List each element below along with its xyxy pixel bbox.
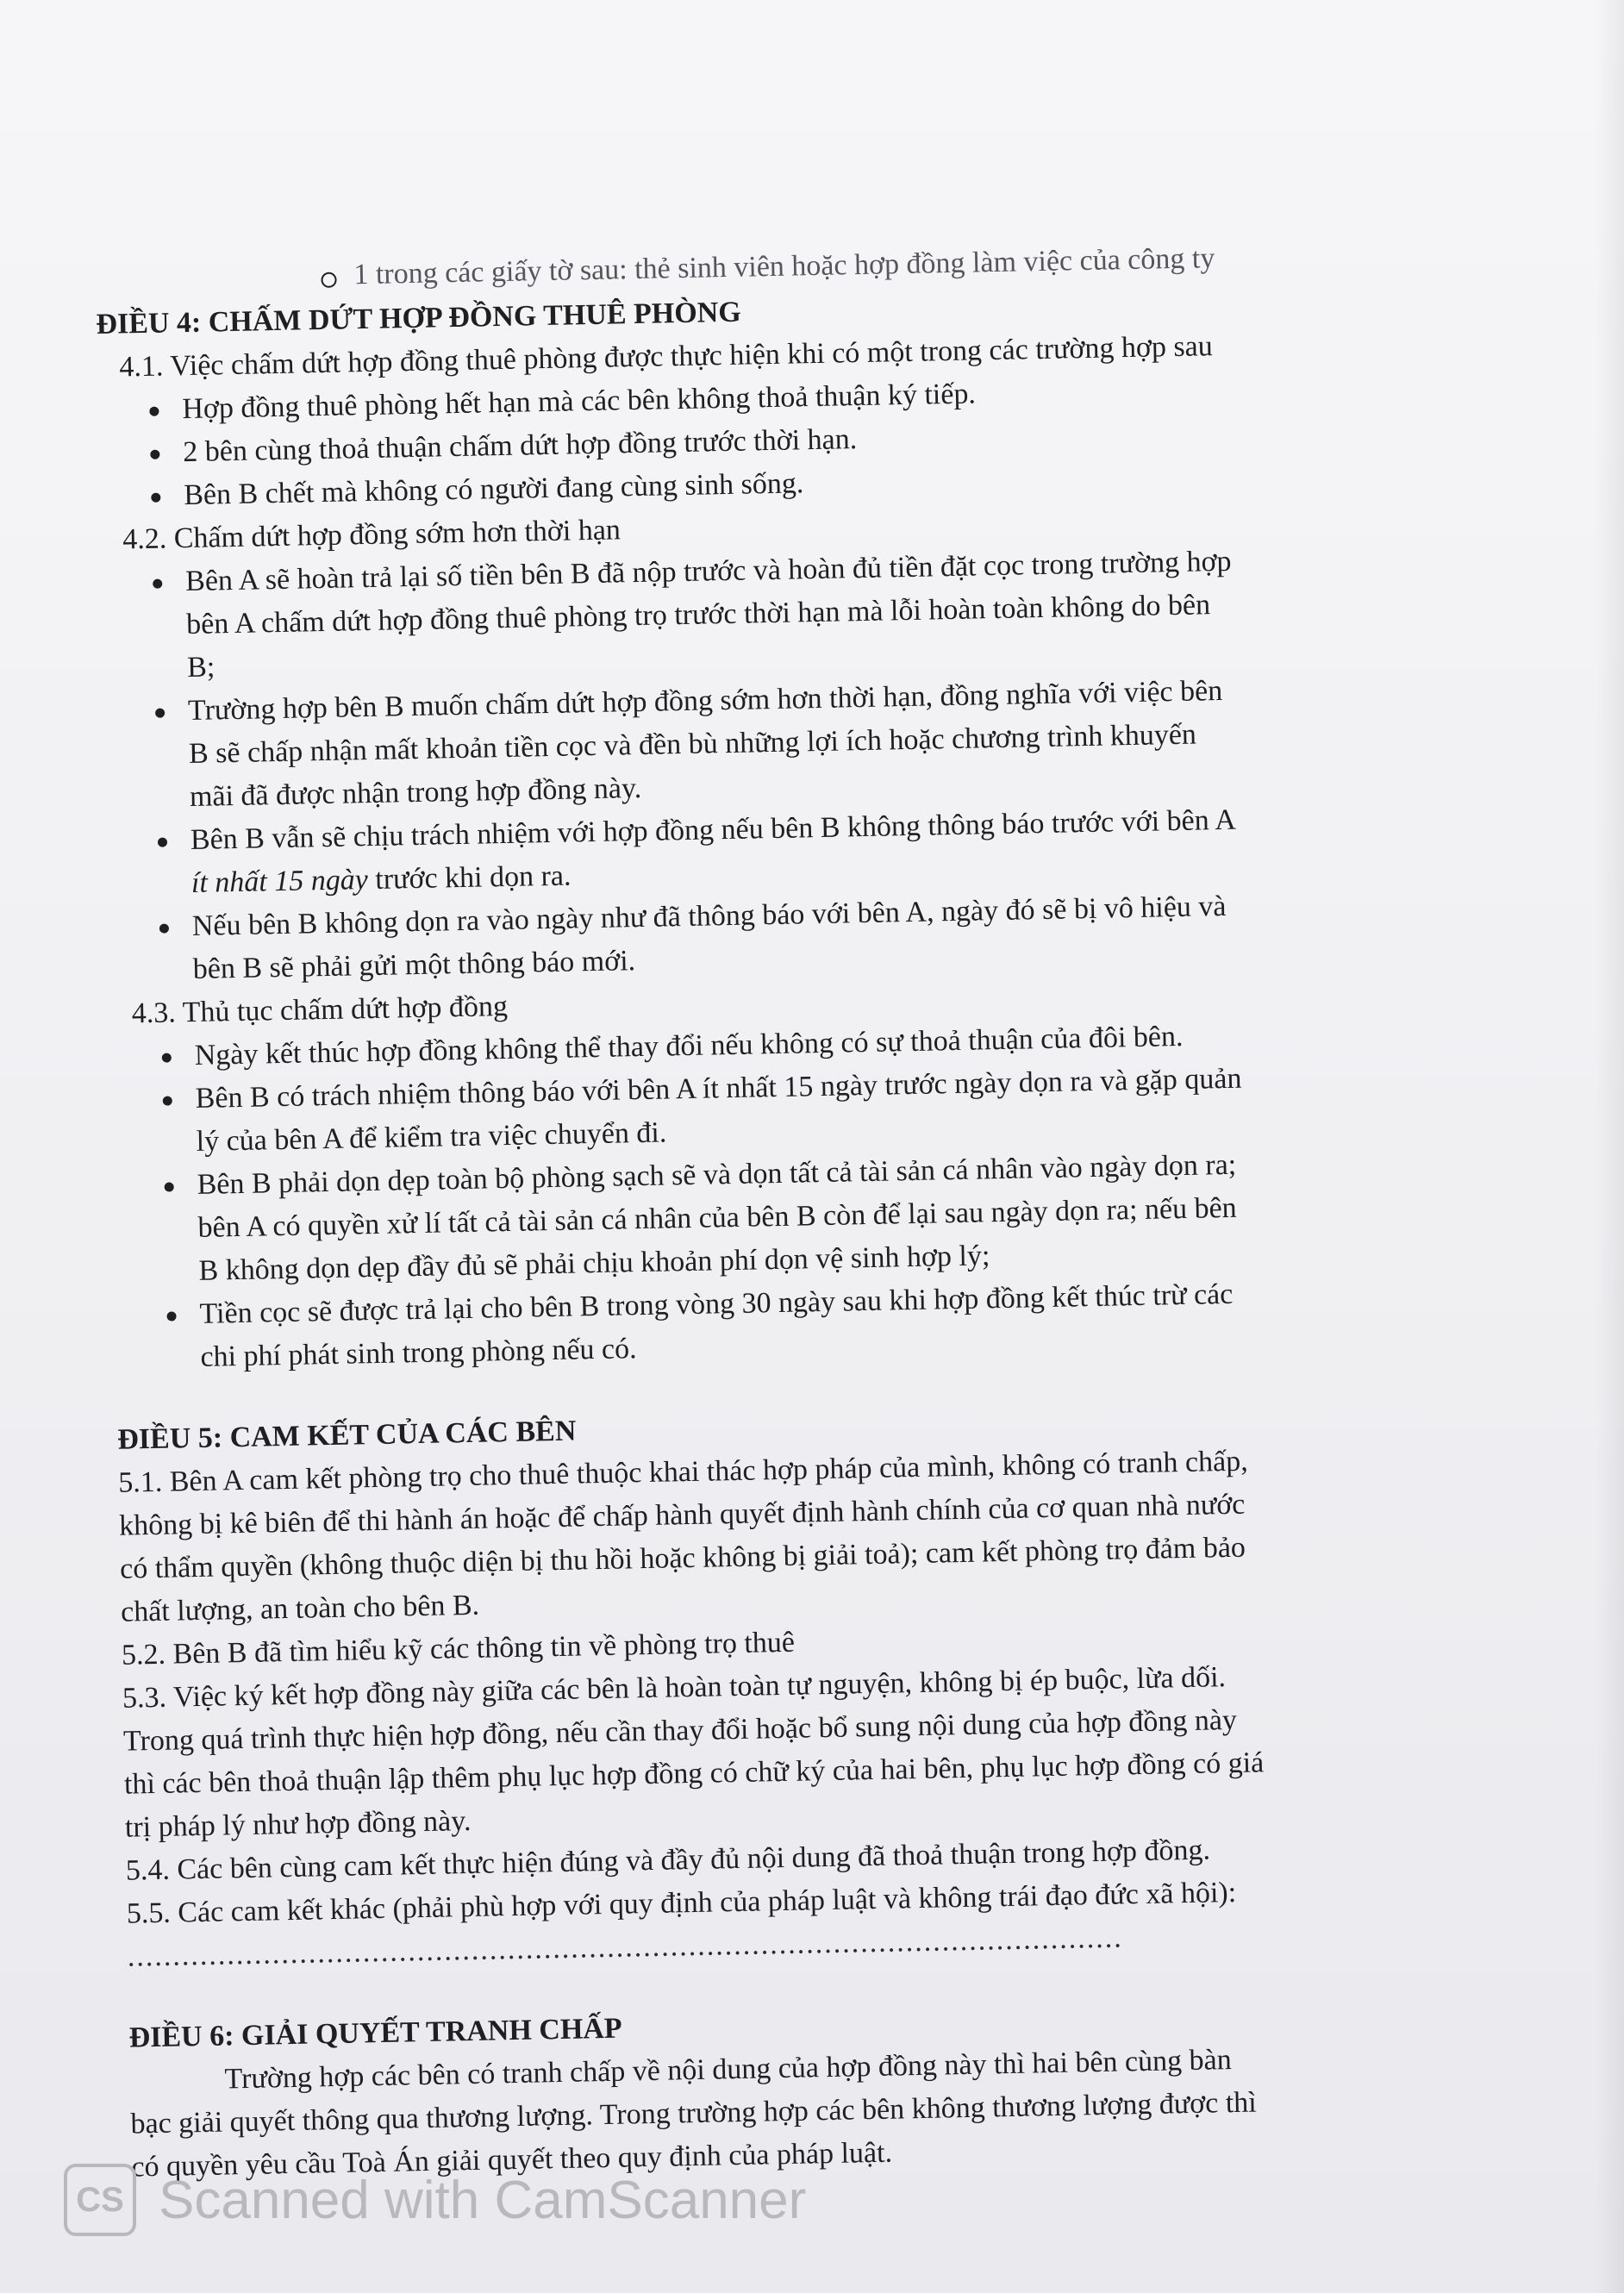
list-item-text: Hợp đồng thuê phòng hết hạn mà các bên không thoả thuận ký tiếp. [182,378,977,426]
bullet-icon [166,1311,176,1321]
section-5-3: 5.3. Việc ký kết hợp đồng này giữa các bên là hoàn toàn tự nguyện, không bị ép buộc, lừa dối. [122,1661,1227,1715]
bullet-icon [159,923,169,933]
section-5-1: 5.1. Bên A cam kết phòng trọ cho thuê thuộc khai thác hợp pháp của mình, không có tranh chấp, [117,1445,1249,1499]
document-body [95,233,1477,2190]
article-6-paragraph-line: bạc giải quyết thông qua thương lượng. Trong trường hợp các bên không thương lượng được thì [130,2086,1258,2140]
bullet-icon [158,838,167,847]
intro-item-text: 1 trong các giấy tờ sau: thẻ sinh viên hoặc hợp đồng làm việc của công ty [353,242,1215,291]
list-item-text: Bên B có trách nhiệm thông báo với bên A ít nhất 15 ngày trước ngày dọn ra và gặp quản [195,1062,1242,1115]
section-5-4: 5.4. Các bên cùng cam kết thực hiện đúng và đầy đủ nội dung đã thoả thuận trong hợp đồng. [125,1834,1211,1887]
bullet-icon [165,1182,174,1191]
watermark-text: Scanned with CamScanner [159,2170,807,2230]
section-5-3-line: trị pháp lý như hợp đồng này. [124,1804,472,1844]
list-item-continuation: B không dọn dẹp đầy đủ sẽ phải chịu khoản phí dọn vệ sinh hợp lý; [198,1240,990,1287]
bullet-icon [155,709,165,718]
bullet-icon [153,579,162,589]
bullet-icon [149,407,159,416]
list-item-text: trước khi dọn ra. [367,859,572,897]
list-item-text: Bên B phải dọn dẹp toàn bộ phòng sạch sẽ và dọn tất cả tài sản cá nhân vào ngày dọn ra; [197,1148,1237,1201]
article-6-paragraph: Trường hợp các bên có tranh chấp về nội dung của hợp đồng này thì hai bên cùng bàn [224,2044,1232,2096]
section-5-3-line: thì các bên thoả thuận lập thêm phụ lục hợp đồng có chữ ký của hai bên, phụ lục hợp đồng có giá [123,1746,1265,1801]
bullet-icon [150,450,159,459]
article-6-paragraph-line: có quyền yêu cầu Toà Án giải quyết theo quy định của pháp luật. [131,2136,893,2184]
section-5-1-line: chất lượng, an toàn cho bên B. [120,1589,480,1628]
list-item-text: Trường hợp bên B muốn chấm dứt hợp đồng sớm hơn thời hạn, đồng nghĩa với việc bên [187,674,1223,728]
list-item-text: Ngày kết thúc hợp đồng không thể thay đổi nếu không có sự thoả thuận của đôi bên. [194,1020,1184,1072]
list-item-continuation: chi phí phát sinh trong phòng nếu có. [200,1333,637,1373]
list-item-continuation: bên B sẽ phải gửi một thông báo mới. [192,945,636,985]
list-item-continuation: bên A có quyền xử lí tất cả tài sản cá nhân của bên B còn để lại sau ngày dọn ra; nếu bên [197,1191,1237,1244]
list-item-text: Tiền cọc sẽ được trả lại cho bên B trong vòng 30 ngày sau khi hợp đồng kết thúc trừ các [199,1278,1234,1330]
section-4-3: 4.3. Thủ tục chấm dứt hợp đồng [131,990,509,1030]
article-5-heading: ĐIỀU 5: CAM KẾT CỦA CÁC BÊN [116,1415,577,1456]
dotted-fill-line: .............................................................................................................. [127,1921,1123,1973]
bullet-icon [163,1096,172,1105]
camscanner-watermark [64,2164,806,2236]
list-item-text: 2 bên cùng thoả thuận chấm dứt hợp đồng trước thời hạn. [182,423,858,469]
section-5-5: 5.5. Các cam kết khác (phải phù hợp với quy định của pháp luật và không trái đạo đức xã hội): [126,1876,1237,1930]
article-6-heading: ĐIỀU 6: GIẢI QUYẾT TRANH CHẤP [128,2012,622,2054]
list-item-continuation: B; [186,651,215,684]
list-item-continuation: bên A chấm dứt hợp đồng thuê phòng trọ trước thời hạn mà lỗi hoàn toàn không do bên [185,589,1211,641]
list-item-continuation: B sẽ chấp nhận mất khoản tiền cọc và đền bù những lợi ích hoặc chương trình khuyến [188,718,1197,771]
circle-bullet-icon [321,272,336,288]
bullet-icon [162,1053,172,1062]
list-item-text: Bên B vẫn sẽ chịu trách nhiệm với hợp đồng nếu bên B không thông báo trước với bên A [190,803,1237,856]
camscanner-logo-icon: CS [64,2164,136,2236]
section-5-3-line: Trong quá trình thực hiện hợp đồng, nếu cần thay đổi hoặc bổ sung nội dung của hợp đồng này [122,1703,1238,1758]
list-item-text: Nếu bên B không dọn ra vào ngày như đã thông báo với bên A, ngày đó sẽ bị vô hiệu và [191,890,1227,942]
list-item-text: Bên B chết mà không có người đang cùng sinh sống. [183,467,804,512]
section-4-1: 4.1. Việc chấm dứt hợp đồng thuê phòng được thực hiện khi có một trong các trường hợp sau [119,330,1214,384]
emphasis-text: ít nhất 15 ngày [191,864,369,899]
bullet-icon [151,493,160,503]
list-item-continuation: lý của bên A để kiểm tra việc chuyển đi. [196,1116,667,1158]
section-5-1-line: có thẩm quyền (không thuộc diện bị thu hồi hoặc không bị giải toả); cam kết phòng trọ đảm bảo [119,1531,1246,1585]
list-item-text: Bên A sẽ hoàn trả lại số tiền bên B đã nộp trước và hoàn đủ tiền đặt cọc trong trường hợp [184,545,1232,598]
section-5-2: 5.2. Bên B đã tìm hiểu kỹ các thông tin về phòng trọ thuê [121,1626,796,1671]
article-4-heading: ĐIỀU 4: CHẤM DỨT HỢP ĐỒNG THUÊ PHÒNG [96,296,742,341]
list-item-continuation: mãi đã được nhận trong hợp đồng này. [189,772,642,813]
section-4-2: 4.2. Chấm dứt hợp đồng sớm hơn thời hạn [122,514,621,556]
section-5-1-line: không bị kê biên để thi hành án hoặc để chấp hành quyết định hành chính của cơ quan nhà nước [118,1488,1246,1542]
